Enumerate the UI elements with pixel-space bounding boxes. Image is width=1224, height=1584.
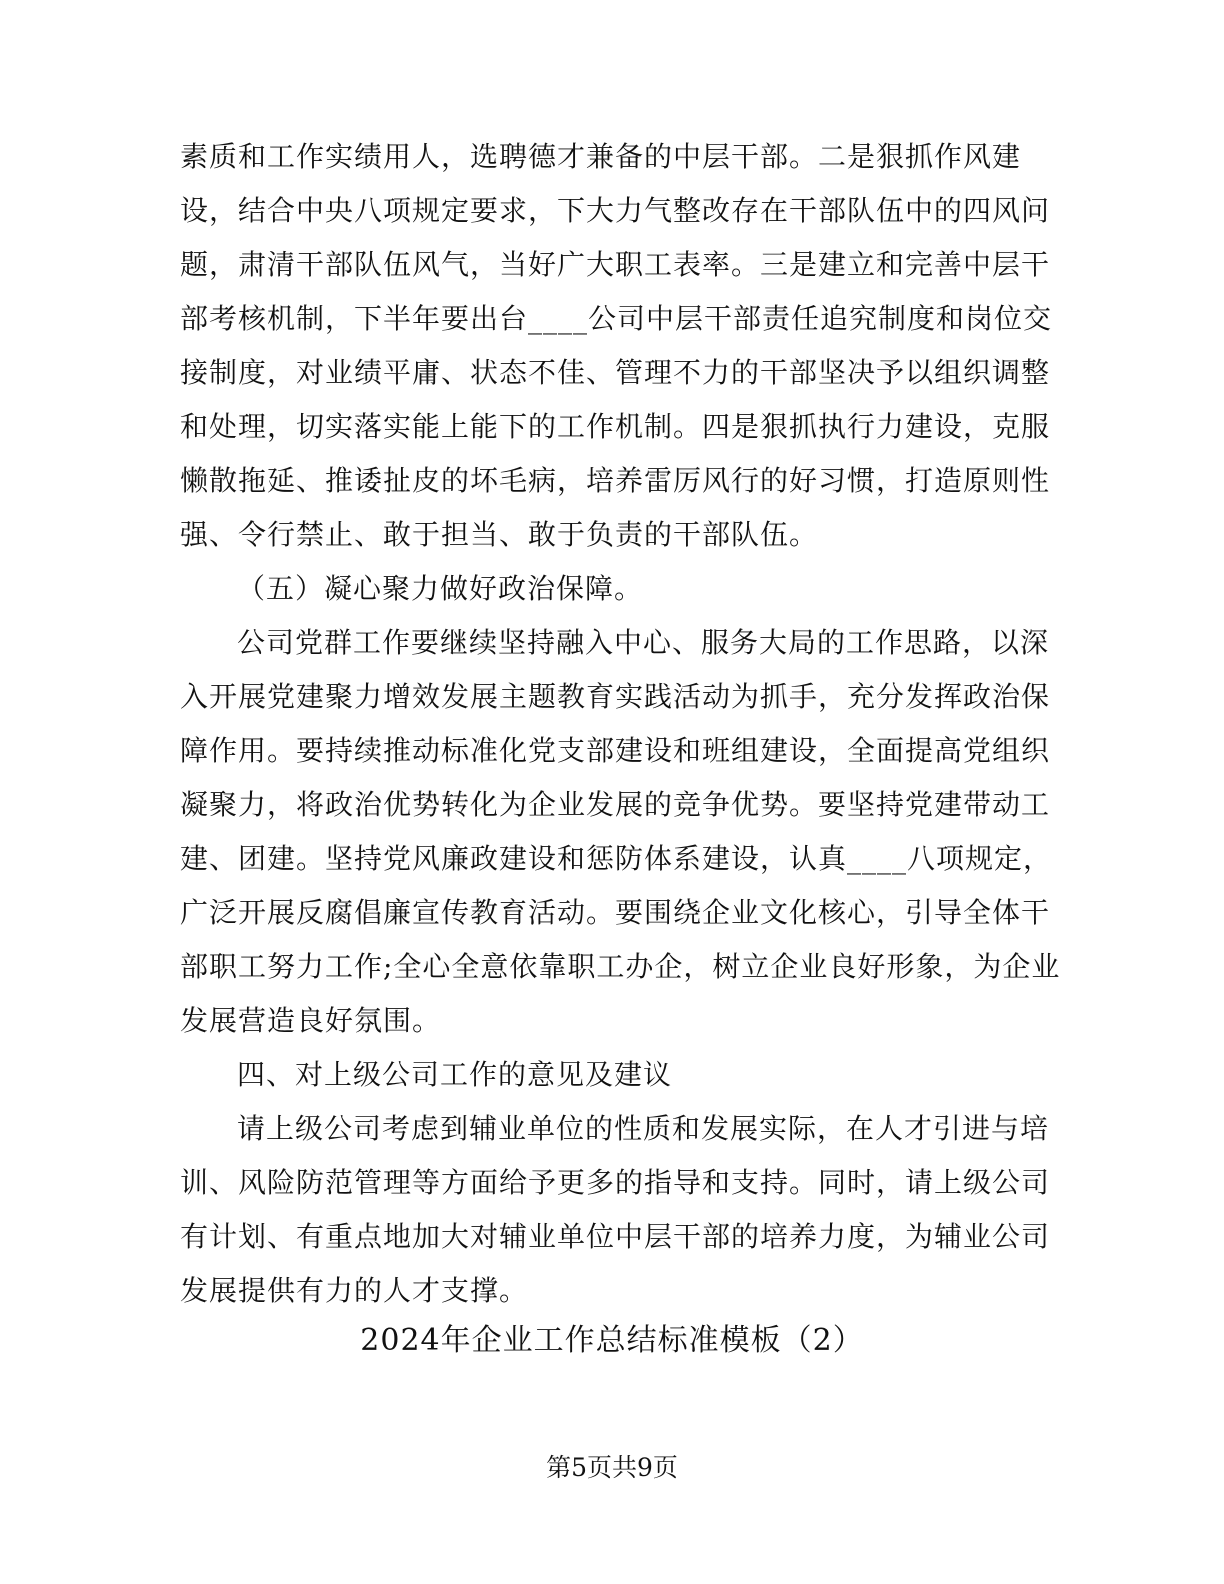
text-line: 发展提供有力的人才支撑。 [180, 1274, 529, 1307]
section-heading: 四、对上级公司工作的意见及建议 [237, 1058, 673, 1091]
text-line: 障作用。要持续推动标准化党支部建设和班组建设，全面提高党组织 [180, 734, 1051, 767]
text-line: 和处理，切实落实能上能下的工作机制。四是狠抓执行力建设，克服 [180, 410, 1051, 443]
page-number-footer: 第5页共9页 [546, 1453, 678, 1482]
text-line: 请上级公司考虑到辅业单位的性质和发展实际，在人才引进与培 [237, 1112, 1050, 1145]
text-line: 懒散拖延、推诿扯皮的坏毛病，培养雷厉风行的好习惯，打造原则性 [180, 464, 1051, 497]
subsection-heading: （五）凝心聚力做好政治保障。 [237, 572, 644, 605]
text-line: 公司党群工作要继续坚持融入中心、服务大局的工作思路，以深 [237, 626, 1050, 659]
text-line: 建、团建。坚持党风廉政建设和惩防体系建设，认真____八项规定， [180, 842, 1053, 875]
text-line: 部考核机制，下半年要出台____公司中层干部责任追究制度和岗位交 [180, 302, 1053, 335]
text-line: 凝聚力，将政治优势转化为企业发展的竞争优势。要坚持党建带动工 [180, 788, 1051, 821]
text-line: 发展营造良好氛围。 [180, 1004, 442, 1037]
text-line: 训、风险防范管理等方面给予更多的指导和支持。同时，请上级公司 [180, 1166, 1051, 1199]
text-line: 接制度，对业绩平庸、状态不佳、管理不力的干部坚决予以组织调整 [180, 356, 1051, 389]
section-title: 2024年企业工作总结标准模板（2） [360, 1323, 864, 1358]
text-line: 设，结合中央八项规定要求，下大力气整改存在干部队伍中的四风问 [180, 194, 1051, 227]
text-line: 素质和工作实绩用人，选聘德才兼备的中层干部。二是狠抓作风建 [180, 140, 1022, 173]
text-line: 广泛开展反腐倡廉宣传教育活动。要围绕企业文化核心，引导全体干 [180, 896, 1051, 929]
body-text [180, 130, 1061, 1318]
text-line: 部职工努力工作;全心全意依靠职工办企，树立企业良好形象，为企业 [180, 950, 1061, 983]
text-line: 有计划、有重点地加大对辅业单位中层干部的培养力度，为辅业公司 [180, 1220, 1051, 1253]
text-line: 入开展党建聚力增效发展主题教育实践活动为抓手，充分发挥政治保 [180, 680, 1051, 713]
text-line: 题，肃清干部队伍风气，当好广大职工表率。三是建立和完善中层干 [180, 248, 1051, 281]
text-line: 强、令行禁止、敢于担当、敢于负责的干部队伍。 [180, 518, 819, 551]
